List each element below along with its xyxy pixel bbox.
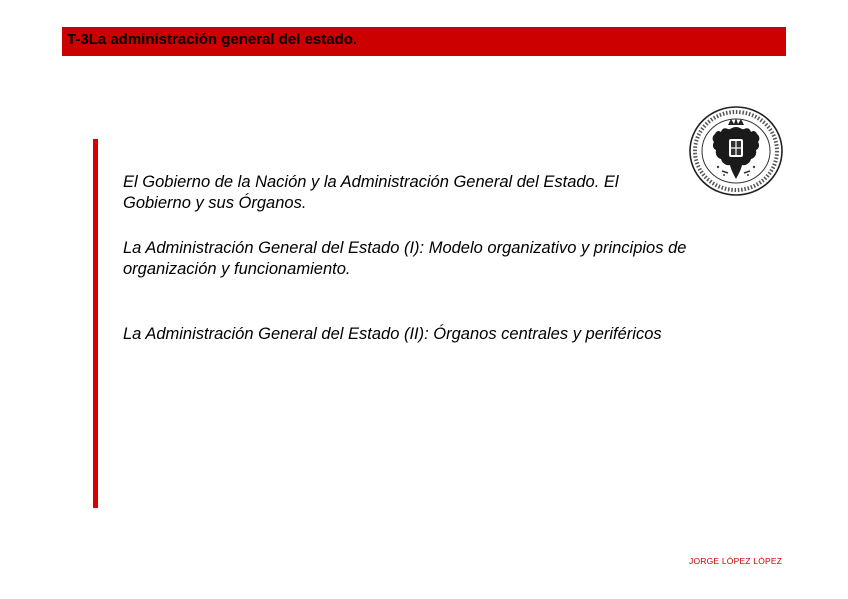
title-bar bbox=[62, 27, 786, 56]
author-signature: JORGE LÓPEZ LÓPEZ bbox=[689, 556, 783, 566]
left-vertical-rule bbox=[93, 139, 98, 508]
topic-item-3: La Administración General del Estado (II): Órganos centrales y periféricos bbox=[123, 325, 662, 343]
university-seal-icon bbox=[688, 105, 784, 197]
slide-title: T-3La administración general del estado. bbox=[67, 31, 358, 48]
topic-item-1: El Gobierno de la Nación y la Administración General del Estado. El Gobierno y sus Órganos. bbox=[123, 173, 619, 212]
topic-item-2: La Administración General del Estado (I): Modelo organizativo y principios de organización y funcionamiento. bbox=[123, 239, 687, 278]
